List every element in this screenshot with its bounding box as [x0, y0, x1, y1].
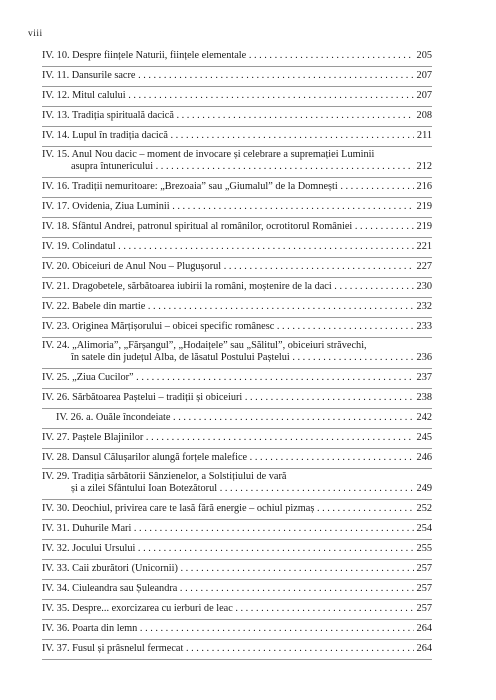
- toc-entry: [42, 198, 432, 218]
- toc-entry-page: 221: [416, 241, 432, 252]
- toc-entry-line: IV. 32. Jocului Ursului . . .: [42, 543, 414, 555]
- toc-entry-title: [42, 471, 414, 495]
- toc-entry-title: [42, 643, 414, 655]
- toc-entry-page: 211: [416, 130, 432, 141]
- toc-entry-line: IV. 23. Originea Mărțișorului – obicei specific românesc . . .: [42, 321, 414, 333]
- toc-entry: [42, 318, 432, 338]
- toc-entry-page: 242: [416, 412, 432, 423]
- toc-entry-line: IV. 13. Tradiția spirituală dacică . . .: [42, 110, 414, 122]
- toc-entry-line: IV. 22. Babele din martie . . .: [42, 301, 414, 313]
- toc-entry-page: 207: [416, 70, 432, 81]
- toc-entry-line: IV. 10. Despre ființele Naturii, ființele elementale . . .: [42, 50, 414, 62]
- toc-entry-line: IV. 24. „Alimoria”, „Fărșangul”, „Hodaițele” sau „Sălitul”, obiceiuri străvechi,: [42, 340, 367, 351]
- toc-entry-line: IV. 30. Deochiul, privirea care te lasă fără energie – ochiul pizmaș . . .: [42, 503, 414, 515]
- toc-entry-title: [42, 321, 414, 333]
- toc-entry-page: 219: [416, 201, 432, 212]
- toc-entry: [42, 620, 432, 640]
- toc-entry-title: [42, 623, 414, 635]
- toc-entry-title: [42, 241, 414, 253]
- toc-entry: [42, 369, 432, 389]
- toc-entry-page: 257: [416, 603, 432, 614]
- toc-entry-title: [42, 452, 414, 464]
- toc-entry-page: 257: [416, 563, 432, 574]
- toc-entry-page: 227: [416, 261, 432, 272]
- toc-entry: [42, 47, 432, 67]
- toc-entry-line: IV. 27. Paștele Blajinilor . . .: [42, 432, 414, 444]
- toc-entry: [42, 520, 432, 540]
- toc-entry: [42, 178, 432, 198]
- toc-entry-page: 230: [416, 281, 432, 292]
- toc-entry-title: [42, 130, 414, 142]
- toc-entry-page: 249: [416, 483, 432, 494]
- toc-entry: [42, 429, 432, 449]
- toc-entry-title: [42, 432, 414, 444]
- toc-entry-page: 233: [416, 321, 432, 332]
- toc-entry-page: 252: [416, 503, 432, 514]
- toc-entry: [42, 338, 432, 369]
- toc-entry: [42, 107, 432, 127]
- toc-entry-line: IV. 37. Fusul și prâsnelul fermecat . . .: [42, 643, 414, 655]
- toc-entry-title: [42, 70, 414, 82]
- toc-entry-line: IV. 26. Sărbătoarea Paștelui – tradiții și obiceiuri . . .: [42, 392, 414, 404]
- toc-entry-page: 246: [416, 452, 432, 463]
- toc-entry-line: în satele din județul Alba, de lăsatul Postului Paștelui . . .: [42, 352, 414, 364]
- toc-entry: [42, 600, 432, 620]
- toc-entry-line: IV. 11. Dansurile sacre . . .: [42, 70, 414, 82]
- toc-entry-page: 207: [416, 90, 432, 101]
- toc-entry-title: [42, 281, 414, 293]
- toc-entry-title: [42, 340, 414, 364]
- toc-entry: [42, 278, 432, 298]
- toc-entry: [42, 67, 432, 87]
- toc-entry-line: IV. 36. Poarta din lemn . . .: [42, 623, 414, 635]
- table-of-contents: [42, 47, 432, 660]
- toc-entry-page: 237: [416, 372, 432, 383]
- toc-entry-title: [42, 543, 414, 555]
- toc-entry-page: 216: [416, 181, 432, 192]
- toc-entry-line: IV. 33. Caii zburători (Unicornii) . . .: [42, 563, 414, 575]
- toc-entry: [42, 87, 432, 107]
- toc-entry-line: IV. 28. Dansul Călușarilor alungă forțele malefice . . .: [42, 452, 414, 464]
- toc-entry-title: [42, 301, 414, 313]
- toc-entry-line: asupra întunericului . . .: [42, 161, 414, 173]
- toc-entry: [42, 580, 432, 600]
- toc-entry-title: [42, 563, 414, 575]
- toc-entry-page: 245: [416, 432, 432, 443]
- toc-entry-page: 254: [416, 523, 432, 534]
- toc-entry-page: 208: [416, 110, 432, 121]
- toc-entry: [42, 389, 432, 409]
- toc-entry: [42, 640, 432, 660]
- toc-entry-line: IV. 17. Ovidenia, Ziua Luminii . . .: [42, 201, 414, 213]
- toc-entry-title: [42, 50, 414, 62]
- page-number: viii: [28, 29, 43, 39]
- toc-entry: [42, 560, 432, 580]
- toc-entry-title: [42, 181, 414, 193]
- toc-entry-line: IV. 16. Tradiții nemuritoare: „Brezoaia” sau „Giumalul” de la Domnești . . .: [42, 181, 414, 193]
- toc-entry-title: [42, 261, 414, 273]
- toc-entry-line: IV. 34. Ciuleandra sau Șuleandra . . .: [42, 583, 414, 595]
- toc-entry-line: și a zilei Sfântului Ioan Botezătorul . . .: [42, 483, 414, 495]
- toc-entry-title: [42, 372, 414, 384]
- toc-entry-title: [42, 392, 414, 404]
- toc-entry-line: IV. 26. a. Ouăle încondeiate . . .: [56, 412, 414, 424]
- toc-entry-line: IV. 25. „Ziua Cucilor” . . .: [42, 372, 414, 384]
- toc-entry-line: IV. 18. Sfântul Andrei, patronul spiritual al românilor, ocrotitorul României . . .: [42, 221, 414, 233]
- toc-entry-line: IV. 14. Lupul în tradiția dacică . . .: [42, 130, 414, 142]
- toc-entry-title: [42, 412, 414, 424]
- toc-entry-title: [42, 110, 414, 122]
- toc-entry-line: IV. 21. Dragobetele, sărbătoarea iubirii la români, moștenire de la daci . . .: [42, 281, 414, 293]
- toc-entry-page: 236: [416, 352, 432, 363]
- toc-entry-title: [42, 583, 414, 595]
- toc-entry-line: IV. 15. Anul Nou dacic – moment de invocare și celebrare a supremației Luminii: [42, 149, 375, 160]
- toc-entry-title: [42, 503, 414, 515]
- toc-entry-title: [42, 149, 414, 173]
- toc-entry: [42, 258, 432, 278]
- toc-entry-line: IV. 20. Obiceiuri de Anul Nou – Plugușorul . . .: [42, 261, 414, 273]
- toc-entry-line: IV. 19. Colindatul . . .: [42, 241, 414, 253]
- toc-entry-title: [42, 90, 414, 102]
- toc-entry-title: [42, 523, 414, 535]
- toc-entry-title: [42, 221, 414, 233]
- toc-entry: [42, 298, 432, 318]
- toc-entry-line: IV. 31. Duhurile Mari . . .: [42, 523, 414, 535]
- toc-entry-title: [42, 201, 414, 213]
- toc-entry-title: [42, 603, 414, 615]
- toc-entry: [42, 540, 432, 560]
- toc-entry: [42, 449, 432, 469]
- toc-entry: [42, 238, 432, 258]
- toc-entry: [42, 500, 432, 520]
- toc-entry-page: 232: [416, 301, 432, 312]
- toc-entry-page: 219: [416, 221, 432, 232]
- toc-entry-line: IV. 35. Despre... exorcizarea cu ierburi de leac . . .: [42, 603, 414, 615]
- toc-entry-page: 205: [416, 50, 432, 61]
- toc-entry-page: 255: [416, 543, 432, 554]
- toc-entry-page: 238: [416, 392, 432, 403]
- toc-entry-page: 264: [416, 643, 432, 654]
- toc-entry-page: 264: [416, 623, 432, 634]
- toc-entry: [42, 409, 432, 429]
- toc-entry-page: 212: [416, 161, 432, 172]
- toc-entry: [42, 147, 432, 178]
- toc-entry: [42, 218, 432, 238]
- toc-entry-line: IV. 12. Mitul calului . . .: [42, 90, 414, 102]
- toc-entry: [42, 469, 432, 500]
- toc-entry: [42, 127, 432, 147]
- toc-entry-page: 257: [416, 583, 432, 594]
- toc-entry-line: IV. 29. Tradiția sărbătorii Sânzienelor, a Solstițiului de vară: [42, 471, 287, 482]
